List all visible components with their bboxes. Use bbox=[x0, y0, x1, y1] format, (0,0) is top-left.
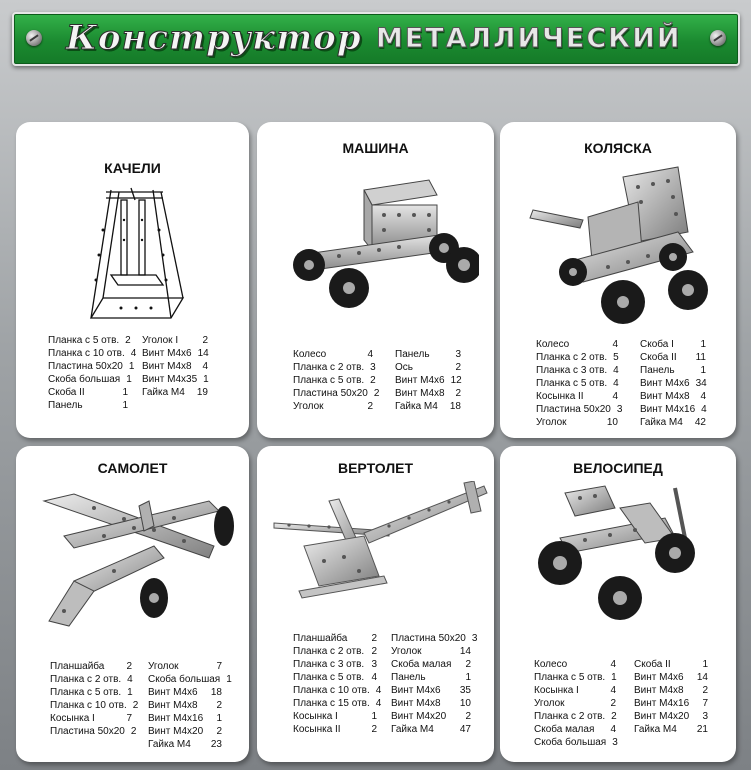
part-row bbox=[142, 334, 208, 347]
part-quantity: 1 bbox=[226, 674, 232, 685]
part-quantity: 4 bbox=[701, 404, 707, 415]
part-quantity: 2 bbox=[371, 646, 377, 657]
bolt-icon bbox=[710, 30, 726, 46]
part-name: Планка с 2 отв. bbox=[534, 711, 606, 722]
part-name: Косынка I bbox=[293, 711, 338, 722]
part-quantity: 47 bbox=[459, 724, 471, 735]
parts-list-left bbox=[50, 660, 139, 738]
part-quantity: 1 bbox=[465, 672, 471, 683]
part-row bbox=[293, 658, 377, 671]
part-row bbox=[50, 686, 132, 699]
part-row bbox=[391, 645, 471, 658]
part-row bbox=[48, 386, 128, 399]
card-title: МАШИНА bbox=[342, 140, 409, 156]
part-name: Винт М4х6 bbox=[634, 672, 684, 683]
part-quantity: 7 bbox=[216, 661, 222, 672]
part-name: Гайка М4 bbox=[391, 724, 434, 735]
part-row bbox=[148, 699, 222, 712]
part-row bbox=[142, 386, 208, 399]
part-row bbox=[395, 374, 461, 387]
part-name: Гайка М4 bbox=[640, 417, 683, 428]
part-name: Планка с 10 отв. bbox=[50, 700, 127, 711]
part-row bbox=[634, 671, 708, 684]
part-quantity: 2 bbox=[367, 401, 373, 412]
part-quantity: 3 bbox=[370, 362, 376, 373]
part-name: Скоба II bbox=[634, 659, 671, 670]
part-name: Уголок bbox=[536, 417, 567, 428]
model-card-carriage bbox=[500, 122, 736, 438]
part-row bbox=[395, 387, 461, 400]
part-quantity: 1 bbox=[203, 374, 209, 385]
header-banner bbox=[12, 12, 740, 66]
part-quantity: 4 bbox=[610, 724, 616, 735]
parts-list-right bbox=[395, 348, 461, 413]
model-card-plane bbox=[16, 446, 249, 762]
brand-title: Конструктор bbox=[66, 18, 362, 58]
part-quantity: 4 bbox=[367, 349, 373, 360]
part-row bbox=[536, 377, 618, 390]
card-title: КАЧЕЛИ bbox=[104, 160, 161, 176]
model-card-car bbox=[257, 122, 494, 438]
part-name: Винт М4х16 bbox=[640, 404, 696, 415]
part-name: Винт М4х6 bbox=[142, 348, 192, 359]
part-row bbox=[293, 645, 377, 658]
part-quantity: 3 bbox=[371, 659, 377, 670]
part-name: Винт М4х35 bbox=[142, 374, 198, 385]
part-quantity: 1 bbox=[700, 365, 706, 376]
part-quantity: 14 bbox=[197, 348, 209, 359]
part-name: Скоба большая bbox=[48, 374, 121, 385]
parts-list-right bbox=[142, 334, 208, 399]
part-row bbox=[536, 338, 618, 351]
part-row bbox=[391, 684, 471, 697]
part-row bbox=[148, 725, 222, 738]
parts-list-left bbox=[534, 658, 616, 749]
carriage-illustration bbox=[528, 162, 718, 337]
part-quantity: 1 bbox=[122, 387, 128, 398]
part-row bbox=[534, 697, 616, 710]
part-name: Планка с 2 отв. bbox=[50, 674, 122, 685]
part-name: Винт М4х6 bbox=[391, 685, 441, 696]
brand-subtitle: МЕТАЛЛИЧЕСКИЙ bbox=[376, 23, 682, 54]
part-quantity: 4 bbox=[610, 685, 616, 696]
part-quantity: 14 bbox=[696, 672, 708, 683]
part-row bbox=[391, 632, 478, 645]
part-name: Планшайба bbox=[293, 633, 348, 644]
part-quantity: 19 bbox=[196, 387, 208, 398]
part-row bbox=[293, 723, 377, 736]
part-quantity: 2 bbox=[370, 375, 376, 386]
part-row bbox=[293, 671, 377, 684]
part-quantity: 42 bbox=[694, 417, 706, 428]
car-illustration bbox=[279, 170, 479, 320]
part-quantity: 2 bbox=[371, 724, 377, 735]
part-quantity: 1 bbox=[700, 339, 706, 350]
part-row bbox=[48, 399, 128, 412]
swing-illustration bbox=[61, 180, 201, 330]
part-row bbox=[534, 684, 616, 697]
part-quantity: 2 bbox=[216, 726, 222, 737]
part-quantity: 2 bbox=[455, 388, 461, 399]
part-quantity: 2 bbox=[455, 362, 461, 373]
bolt-icon bbox=[26, 30, 42, 46]
part-quantity: 1 bbox=[371, 711, 377, 722]
part-row bbox=[391, 697, 471, 710]
part-quantity: 2 bbox=[125, 335, 131, 346]
part-row bbox=[640, 338, 706, 351]
part-name: Винт М4х8 bbox=[142, 361, 192, 372]
parts-list-left bbox=[536, 338, 623, 429]
part-name: Пластина 50х20 bbox=[48, 361, 123, 372]
part-quantity: 4 bbox=[612, 339, 618, 350]
part-quantity: 4 bbox=[202, 361, 208, 372]
part-name: Планка с 3 отв. bbox=[536, 365, 608, 376]
part-name: Уголок I bbox=[142, 335, 179, 346]
card-title: ВЕЛОСИПЕД bbox=[573, 460, 663, 476]
part-name: Скоба II bbox=[640, 352, 677, 363]
part-name: Планшайба bbox=[50, 661, 105, 672]
part-name: Винт М4х20 bbox=[634, 711, 690, 722]
part-name: Пластина 50х20 bbox=[536, 404, 611, 415]
part-quantity: 1 bbox=[128, 361, 135, 372]
part-quantity: 18 bbox=[210, 687, 222, 698]
part-row bbox=[395, 400, 461, 413]
part-row bbox=[640, 364, 706, 377]
part-quantity: 4 bbox=[375, 698, 382, 709]
part-quantity: 3 bbox=[702, 711, 708, 722]
part-quantity: 4 bbox=[612, 391, 618, 402]
part-name: Планка с 5 отв. bbox=[50, 687, 122, 698]
part-row bbox=[293, 374, 376, 387]
part-name: Винт М4х6 bbox=[395, 375, 445, 386]
part-row bbox=[640, 351, 706, 364]
card-title: САМОЛЕТ bbox=[97, 460, 168, 476]
part-name: Винт М4х16 bbox=[148, 713, 204, 724]
part-name: Ось bbox=[395, 362, 413, 373]
part-row bbox=[536, 403, 623, 416]
part-row bbox=[293, 361, 376, 374]
part-name: Скоба малая bbox=[391, 659, 452, 670]
part-name: Косынка II bbox=[293, 724, 341, 735]
part-row bbox=[50, 699, 139, 712]
part-row bbox=[640, 403, 706, 416]
part-quantity: 1 bbox=[122, 400, 128, 411]
part-quantity: 4 bbox=[700, 391, 706, 402]
part-quantity: 4 bbox=[127, 674, 133, 685]
part-quantity: 3 bbox=[616, 404, 623, 415]
part-name: Планка с 5 отв. bbox=[534, 672, 606, 683]
part-row bbox=[634, 658, 708, 671]
part-name: Пластина 50х20 bbox=[293, 388, 368, 399]
part-quantity: 2 bbox=[130, 726, 137, 737]
part-quantity: 1 bbox=[126, 374, 132, 385]
part-row bbox=[391, 671, 471, 684]
model-card-helicopter bbox=[257, 446, 494, 762]
parts-list-right bbox=[634, 658, 708, 736]
model-card-swing bbox=[16, 122, 249, 438]
part-name: Колесо bbox=[534, 659, 568, 670]
part-quantity: 4 bbox=[613, 378, 619, 389]
part-row bbox=[48, 360, 135, 373]
part-name: Гайка М4 bbox=[142, 387, 185, 398]
part-name: Скоба малая bbox=[534, 724, 595, 735]
part-quantity: 4 bbox=[613, 365, 619, 376]
part-name: Винт М4х6 bbox=[148, 687, 198, 698]
part-row bbox=[634, 710, 708, 723]
part-row bbox=[536, 390, 618, 403]
part-row bbox=[391, 658, 471, 671]
part-name: Уголок bbox=[148, 661, 179, 672]
part-row bbox=[640, 416, 706, 429]
part-quantity: 2 bbox=[216, 700, 222, 711]
part-row bbox=[142, 360, 208, 373]
part-quantity: 18 bbox=[449, 401, 461, 412]
part-row bbox=[50, 725, 137, 738]
part-row bbox=[391, 723, 471, 736]
model-card-bicycle bbox=[500, 446, 736, 762]
part-row bbox=[50, 660, 132, 673]
part-row bbox=[293, 348, 373, 361]
part-quantity: 1 bbox=[216, 713, 222, 724]
part-name: Пластина 50х20 bbox=[50, 726, 125, 737]
part-row bbox=[50, 673, 132, 686]
part-quantity: 2 bbox=[132, 700, 139, 711]
part-name: Винт М4х6 bbox=[640, 378, 690, 389]
part-quantity: 23 bbox=[210, 739, 222, 750]
part-quantity: 2 bbox=[702, 685, 708, 696]
part-row bbox=[293, 684, 382, 697]
part-quantity: 1 bbox=[611, 672, 617, 683]
part-quantity: 3 bbox=[471, 633, 478, 644]
part-row bbox=[634, 697, 708, 710]
part-quantity: 2 bbox=[465, 711, 471, 722]
part-row bbox=[148, 660, 222, 673]
part-name: Винт М4х8 bbox=[391, 698, 441, 709]
part-quantity: 5 bbox=[613, 352, 619, 363]
parts-list-right bbox=[391, 632, 478, 736]
part-quantity: 10 bbox=[606, 417, 618, 428]
part-name: Панель bbox=[640, 365, 675, 376]
part-row bbox=[293, 632, 377, 645]
part-name: Скоба II bbox=[48, 387, 85, 398]
part-quantity: 2 bbox=[610, 698, 616, 709]
part-quantity: 2 bbox=[371, 633, 377, 644]
part-quantity: 1 bbox=[127, 687, 133, 698]
part-name: Панель bbox=[395, 349, 430, 360]
part-quantity: 12 bbox=[450, 375, 462, 386]
part-name: Косынка I bbox=[534, 685, 579, 696]
part-row bbox=[640, 377, 706, 390]
part-quantity: 7 bbox=[702, 698, 708, 709]
helicopter-illustration bbox=[269, 481, 489, 621]
part-quantity: 34 bbox=[695, 378, 707, 389]
part-row bbox=[634, 684, 708, 697]
part-row bbox=[536, 364, 618, 377]
part-row bbox=[395, 361, 461, 374]
part-quantity: 4 bbox=[375, 685, 382, 696]
part-name: Колесо bbox=[293, 349, 327, 360]
card-title: ВЕРТОЛЕТ bbox=[337, 460, 414, 476]
part-row bbox=[293, 387, 380, 400]
part-row bbox=[293, 710, 377, 723]
part-name: Уголок bbox=[293, 401, 324, 412]
part-quantity: 2 bbox=[611, 711, 617, 722]
part-row bbox=[534, 658, 616, 671]
part-quantity: 11 bbox=[695, 352, 706, 363]
part-name: Гайка М4 bbox=[395, 401, 438, 412]
part-quantity: 2 bbox=[126, 661, 132, 672]
part-name: Планка с 10 отв. bbox=[48, 348, 125, 359]
part-name: Панель bbox=[48, 400, 83, 411]
part-row bbox=[48, 347, 137, 360]
parts-list-right bbox=[148, 660, 232, 751]
part-row bbox=[293, 697, 382, 710]
part-name: Планка с 3 отв. bbox=[293, 659, 365, 670]
part-row bbox=[148, 686, 222, 699]
parts-list-left bbox=[48, 334, 137, 412]
part-row bbox=[148, 738, 222, 751]
part-row bbox=[534, 723, 616, 736]
part-quantity: 4 bbox=[610, 659, 616, 670]
part-quantity: 2 bbox=[202, 335, 208, 346]
part-quantity: 35 bbox=[459, 685, 471, 696]
part-name: Уголок bbox=[534, 698, 565, 709]
part-name: Планка с 5 отв. bbox=[536, 378, 608, 389]
part-name: Уголок bbox=[391, 646, 422, 657]
part-quantity: 21 bbox=[696, 724, 708, 735]
part-row bbox=[142, 347, 208, 360]
part-name: Планка с 5 отв. bbox=[48, 335, 120, 346]
parts-list-left bbox=[293, 632, 382, 736]
part-quantity: 7 bbox=[126, 713, 132, 724]
part-row bbox=[48, 373, 132, 386]
part-row bbox=[142, 373, 208, 386]
part-name: Винт М4х16 bbox=[634, 698, 690, 709]
part-row bbox=[48, 334, 131, 347]
part-name: Скоба большая bbox=[534, 737, 607, 748]
bicycle-illustration bbox=[525, 478, 715, 638]
part-quantity: 1 bbox=[702, 659, 708, 670]
parts-list-left bbox=[293, 348, 380, 413]
part-name: Косынка II bbox=[536, 391, 584, 402]
plane-illustration bbox=[34, 486, 234, 646]
part-name: Винт М4х8 bbox=[395, 388, 445, 399]
part-row bbox=[536, 351, 618, 364]
part-name: Скоба I bbox=[640, 339, 674, 350]
parts-list-right bbox=[640, 338, 706, 429]
part-name: Винт М4х20 bbox=[148, 726, 204, 737]
part-name: Планка с 15 отв. bbox=[293, 698, 370, 709]
part-row bbox=[534, 710, 616, 723]
card-title: КОЛЯСКА bbox=[584, 140, 652, 156]
part-row bbox=[50, 712, 132, 725]
part-name: Скоба большая bbox=[148, 674, 221, 685]
part-quantity: 14 bbox=[459, 646, 471, 657]
part-row bbox=[391, 710, 471, 723]
part-name: Панель bbox=[391, 672, 426, 683]
part-row bbox=[148, 712, 222, 725]
part-quantity: 2 bbox=[465, 659, 471, 670]
part-quantity: 10 bbox=[459, 698, 471, 709]
part-name: Пластина 50х20 bbox=[391, 633, 466, 644]
part-name: Планка с 2 отв. bbox=[293, 646, 365, 657]
part-quantity: 3 bbox=[455, 349, 461, 360]
part-name: Планка с 2 отв. bbox=[536, 352, 608, 363]
part-name: Колесо bbox=[536, 339, 570, 350]
part-row bbox=[534, 671, 616, 684]
part-name: Гайка М4 bbox=[634, 724, 677, 735]
part-quantity: 4 bbox=[371, 672, 377, 683]
part-name: Планка с 5 отв. bbox=[293, 672, 365, 683]
part-name: Планка с 5 отв. bbox=[293, 375, 365, 386]
part-row bbox=[293, 400, 373, 413]
part-name: Винт М4х8 bbox=[148, 700, 198, 711]
part-name: Винт М4х8 bbox=[634, 685, 684, 696]
part-name: Планка с 10 отв. bbox=[293, 685, 370, 696]
part-row bbox=[148, 673, 232, 686]
part-quantity: 3 bbox=[612, 737, 618, 748]
part-row bbox=[534, 736, 616, 749]
part-row bbox=[395, 348, 461, 361]
part-row bbox=[536, 416, 618, 429]
part-row bbox=[634, 723, 708, 736]
part-name: Винт М4х8 bbox=[640, 391, 690, 402]
part-name: Гайка М4 bbox=[148, 739, 191, 750]
part-quantity: 2 bbox=[373, 388, 380, 399]
part-name: Винт М4х20 bbox=[391, 711, 447, 722]
part-name: Планка с 2 отв. bbox=[293, 362, 365, 373]
part-name: Косынка I bbox=[50, 713, 95, 724]
part-quantity: 4 bbox=[130, 348, 137, 359]
part-row bbox=[640, 390, 706, 403]
